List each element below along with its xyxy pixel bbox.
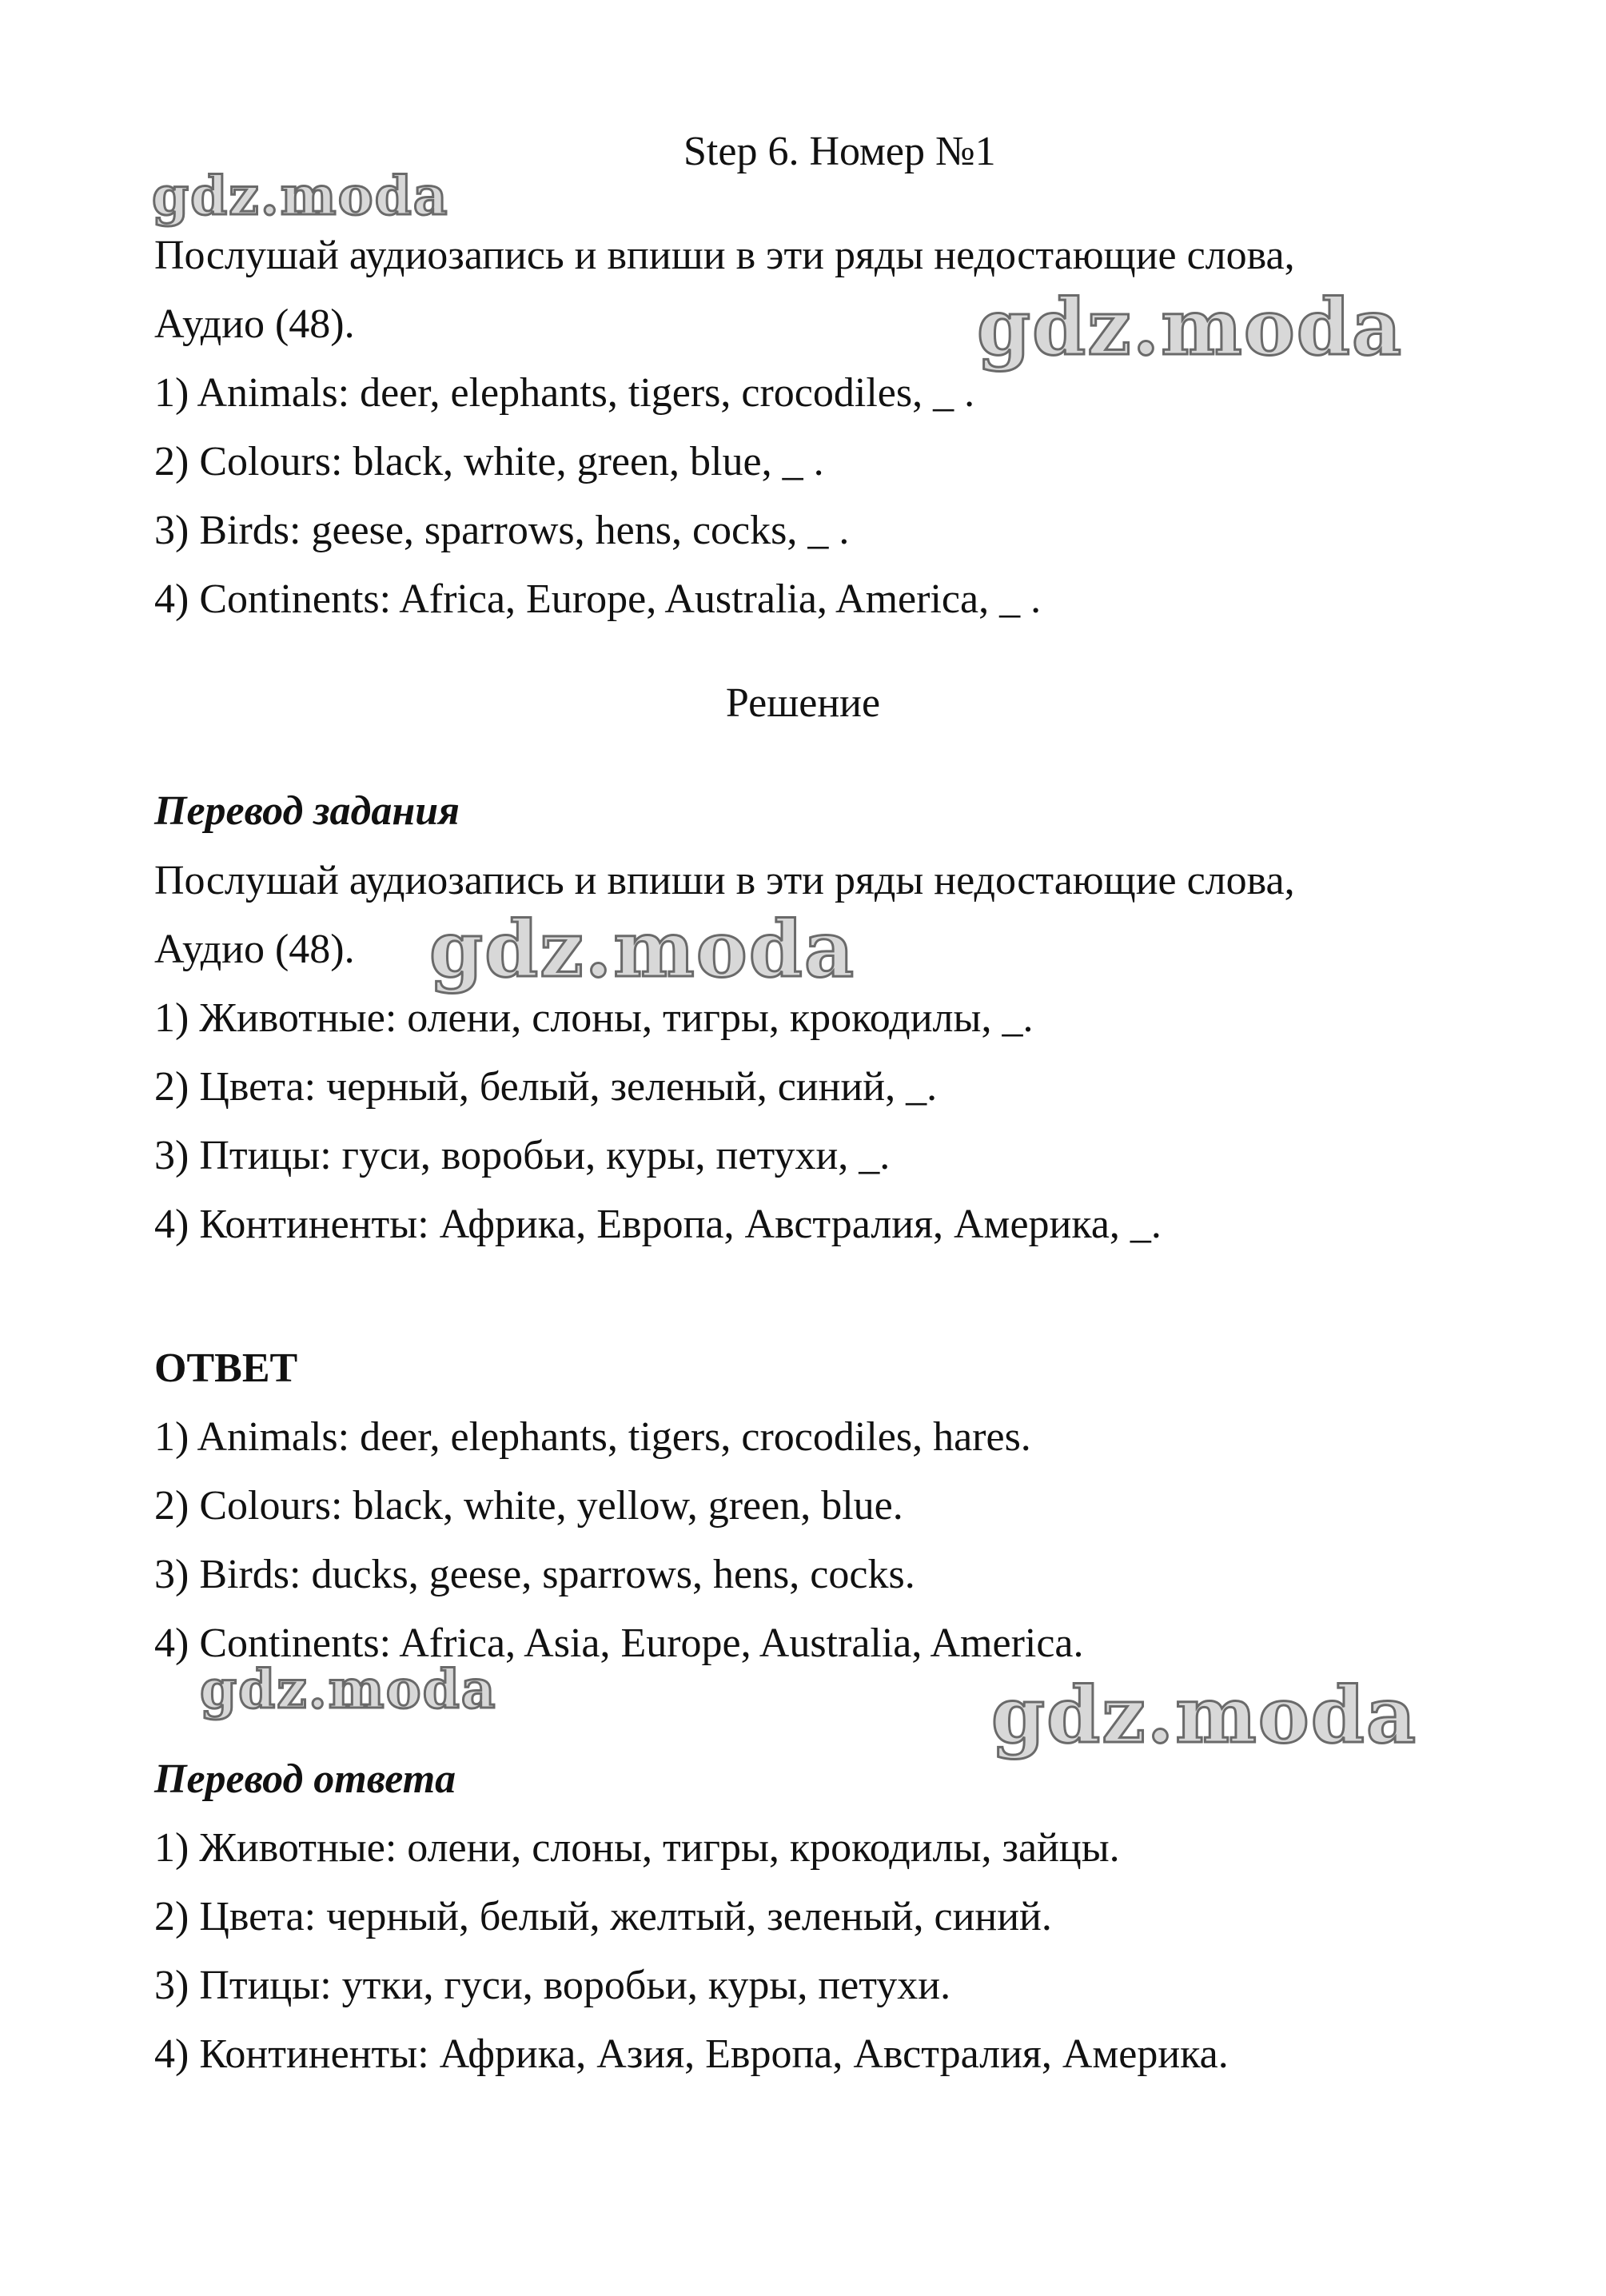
task-item-2: 2) Colours: black, white, green, blue, _ . [154,439,824,484]
task-item-3: 3) Birds: geese, sparrows, hens, cocks, _ . [154,508,850,553]
watermark-logo: gdz.moda [200,1658,497,1720]
answer-item-3: 3) Birds: ducks, geese, sparrows, hens, cocks. [154,1552,915,1597]
watermark-logo: gdz.moda [977,282,1404,373]
watermark-logo: gdz.moda [429,904,856,995]
task-translation-item-2: 2) Цвета: черный, белый, зеленый, синий, _. [154,1064,938,1110]
answer-heading: ОТВЕТ [154,1345,298,1391]
task-instruction-line1: Послушай аудиозапись и впиши в эти ряды недостающие слова, [154,233,1295,278]
task-item-1: 1) Animals: deer, elephants, tigers, crocodiles, _ . [154,370,975,416]
answer-item-4: 4) Continents: Africa, Asia, Europe, Australia, America. [154,1620,1084,1666]
task-translation-item-3: 3) Птицы: гуси, воробьи, куры, петухи, _. [154,1133,891,1178]
task-instruction-line2: Аудио (48). [154,301,355,347]
task-translation-item-4: 4) Континенты: Африка, Европа, Австралия, Америка, _. [154,1202,1162,1247]
answer-item-1: 1) Animals: deer, elephants, tigers, crocodiles, hares. [154,1414,1031,1460]
answer-translation-item-1: 1) Животные: олени, слоны, тигры, крокодилы, зайцы. [154,1825,1120,1871]
answer-translation-heading: Перевод ответа [154,1756,456,1802]
task-translation-item-1: 1) Животные: олени, слоны, тигры, крокодилы, _. [154,995,1034,1041]
answer-translation-item-4: 4) Континенты: Африка, Азия, Европа, Австралия, Америка. [154,2031,1229,2077]
answer-translation-item-2: 2) Цвета: черный, белый, желтый, зеленый, синий. [154,1894,1052,1939]
task-translation-instruction-line1: Послушай аудиозапись и впиши в эти ряды недостающие слова, [154,858,1295,903]
task-translation-heading: Перевод задания [154,788,460,834]
task-translation-instruction-line2: Аудио (48). [154,927,355,972]
answer-item-2: 2) Colours: black, white, yellow, green, blue. [154,1483,903,1529]
solution-heading: Решение [725,680,881,726]
page-title: Step 6. Номер №1 [683,129,996,174]
watermark-logo: gdz.moda [152,165,449,227]
answer-translation-item-3: 3) Птицы: утки, гуси, воробьи, куры, петухи. [154,1963,951,2008]
watermark-logo: gdz.moda [991,1670,1418,1760]
task-item-4: 4) Continents: Africa, Europe, Australia, America, _ . [154,576,1042,622]
